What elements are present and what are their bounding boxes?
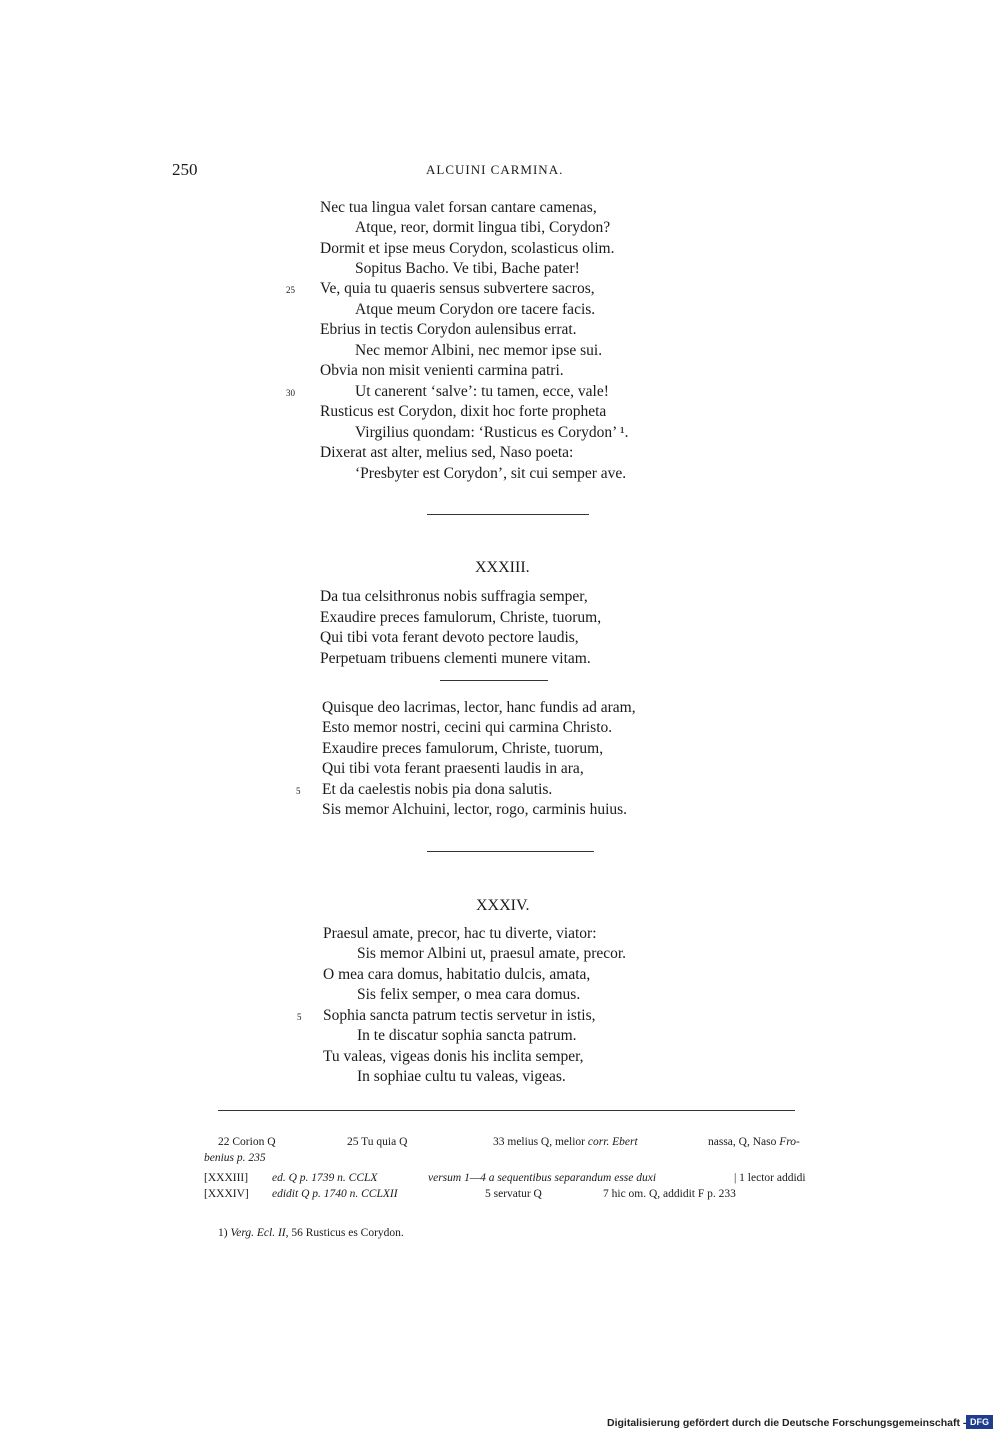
apparatus-note: ed. Q p. 1739 n. CCLX [272,1172,378,1184]
verse-line: Ebrius in tectis Corydon aulensibus errat. [320,321,577,338]
short-divider [440,680,548,681]
verse-line: Qui tibi vota ferant devoto pectore laudis, [320,629,579,646]
apparatus-note: nassa, Q, Naso Fro- [708,1136,800,1148]
verse-line: Nec memor Albini, nec memor ipse sui. [355,342,603,359]
verse-line: Exaudire preces famulorum, Christe, tuorum, [322,740,604,757]
apparatus-note: 7 hic om. Q, addidit F p. 233 [603,1188,736,1200]
apparatus-note: 33 melius Q, melior corr. Ebert [493,1136,638,1148]
verse-line: Rusticus est Corydon, dixit hoc forte propheta [320,403,607,420]
apparatus-note: 22 Corion Q [218,1136,276,1148]
verse-line: Esto memor nostri, cecini qui carmina Christo. [322,719,613,736]
footnote: 1) Verg. Ecl. II, 56 Rusticus es Corydon. [218,1227,404,1239]
apparatus-rule [218,1110,795,1111]
apparatus-note: benius p. 235 [204,1152,266,1164]
apparatus-note: | 1 lector addidi [734,1172,806,1184]
verse-line: Praesul amate, precor, hac tu diverte, viator: [323,925,597,942]
line-number: 5 [297,1012,302,1022]
line-number: 30 [286,388,295,398]
apparatus-note: edidit Q p. 1740 n. CCLXII [272,1188,398,1200]
verse-line: Tu valeas, vigeas donis his inclita semper, [323,1048,584,1065]
verse-line: Sophia sancta patrum tectis servetur in istis, [323,1007,596,1024]
apparatus-note: [XXXIV] [204,1188,249,1200]
verse-line: Virgilius quondam: ‘Rusticus es Corydon’ ¹. [355,424,629,441]
verse-line: Nec tua lingua valet forsan cantare camenas, [320,199,597,216]
apparatus-note: [XXXIII] [204,1172,249,1184]
verse-line: Dormit et ipse meus Corydon, scolasticus olim. [320,240,615,257]
verse-line: Atque, reor, dormit lingua tibi, Corydon? [355,219,611,236]
verse-line: Quisque deo lacrimas, lector, hanc fundis ad aram, [322,699,636,716]
digitization-credit: Digitalisierung gefördert durch die Deutsche Forschungsgemeinschaft - [607,1417,967,1429]
verse-line: Ut canerent ‘salve’: tu tamen, ecce, vale! [355,383,609,400]
line-number: 25 [286,285,295,295]
section-divider [427,514,589,515]
verse-line: Et da caelestis nobis pia dona salutis. [322,781,553,798]
verse-line: Qui tibi vota ferant praesenti laudis in ara, [322,760,584,777]
apparatus-note: 5 servatur Q [485,1188,542,1200]
verse-line: Ve, quia tu quaeris sensus subvertere sacros, [320,280,595,297]
running-title: ALCUINI CARMINA. [426,162,564,177]
verse-line: In sophiae cultu tu valeas, vigeas. [357,1068,566,1085]
verse-line: Perpetuam tribuens clementi munere vitam. [320,650,591,667]
verse-line: Da tua celsithronus nobis suffragia semper, [320,588,588,605]
verse-line: Sis felix semper, o mea cara domus. [357,986,581,1003]
apparatus-note: versum 1—4 a sequentibus separandum esse duxi [428,1172,657,1184]
verse-line: Exaudire preces famulorum, Christe, tuorum, [320,609,602,626]
verse-line: Sis memor Alchuini, lector, rogo, carminis huius. [322,801,628,818]
dfg-logo: DFG [966,1415,993,1429]
page-number: 250 [172,160,198,179]
verse-line: Atque meum Corydon ore tacere facis. [355,301,596,318]
section-divider [427,851,594,852]
verse-line: Sis memor Albini ut, praesul amate, precor. [357,945,627,962]
verse-line: Sopitus Bacho. Ve tibi, Bache pater! [355,260,580,277]
verse-line: Dixerat ast alter, melius sed, Naso poeta: [320,444,574,461]
poem-heading-xxxiv: XXXIV. [476,897,530,914]
verse-line: O mea cara domus, habitatio dulcis, amata, [323,966,591,983]
apparatus-note: 25 Tu quia Q [347,1136,408,1148]
verse-line: In te discatur sophia sancta patrum. [357,1027,577,1044]
verse-line: ‘Presbyter est Corydon’, sit cui semper ave. [355,465,627,482]
verse-line: Obvia non misit venienti carmina patri. [320,362,564,379]
line-number: 5 [296,786,301,796]
poem-heading-xxxiii: XXXIII. [475,559,530,576]
